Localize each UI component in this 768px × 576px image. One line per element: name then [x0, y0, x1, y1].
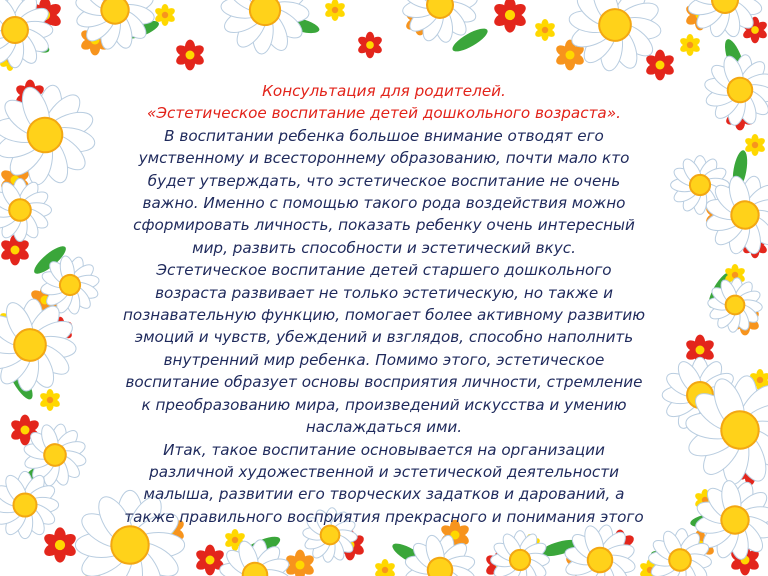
daisy-flower-icon	[0, 179, 52, 242]
body-line: различной художественной и эстетической деятельности	[149, 462, 619, 481]
daisy-flower-icon	[699, 49, 768, 132]
red-flower-icon	[42, 527, 78, 562]
body-line: наслаждаться ими.	[305, 418, 463, 437]
yellow-flower-icon	[534, 19, 557, 41]
title-line-2: «Эстетическое воспитание детей дошкольного возраста».	[147, 104, 621, 123]
daisy-flower-icon	[217, 0, 313, 58]
body-line: мир, развить способности и эстетический вкус.	[192, 238, 576, 257]
document-text	[95, 80, 673, 540]
red-flower-icon	[356, 32, 383, 58]
body-line: умственному и всестороннему образованию, почти мало кто	[138, 149, 630, 168]
title-line-1: Консультация для родителей.	[262, 82, 506, 100]
body-line: будет утверждать, что эстетическое воспитание не очень	[147, 171, 621, 190]
yellow-flower-icon	[39, 389, 62, 411]
body-line: воспитание образует основы восприятия личности, стремление	[125, 373, 643, 392]
daisy-flower-icon	[0, 295, 80, 395]
body-line: познавательную функцию, помогает более активному развитию	[122, 306, 646, 325]
daisy-flower-icon	[392, 0, 489, 53]
body-line: сформировать личность, показать ребенку очень интересный	[133, 216, 635, 235]
red-flower-icon	[492, 0, 528, 33]
body-line: малыша, развитии его творческих задатков и дарований, а	[143, 485, 625, 504]
red-flower-icon	[0, 235, 31, 266]
body-line: Эстетическое воспитание детей старшего дошкольного	[156, 261, 612, 280]
red-flower-icon	[174, 40, 206, 71]
body-line: также правильного восприятия прекрасного и понимания этого	[124, 507, 644, 526]
body-line: возраста развивает не только эстетическую, но также и	[155, 283, 613, 302]
yellow-flower-icon	[324, 0, 347, 21]
body-line: важно. Именно с помощью такого рода воздействия можно	[142, 194, 626, 213]
daisy-flower-icon	[0, 0, 53, 68]
body-line: к преобразованию мира, произведений искусства и умению	[141, 395, 627, 414]
yellow-flower-icon	[374, 559, 397, 576]
body-line: В воспитании ребенка большое внимание отводят его	[164, 126, 604, 145]
body-line: Итак, такое воспитание основывается на организации	[163, 440, 605, 459]
yellow-flower-icon	[744, 134, 767, 156]
body-line: эмоций и чувств, убеждений и взглядов, способно наполнить	[134, 328, 634, 347]
yellow-flower-icon	[679, 34, 702, 56]
body-line: внутренний мир ребенка. Помимо этого, эстетическое	[163, 350, 605, 369]
